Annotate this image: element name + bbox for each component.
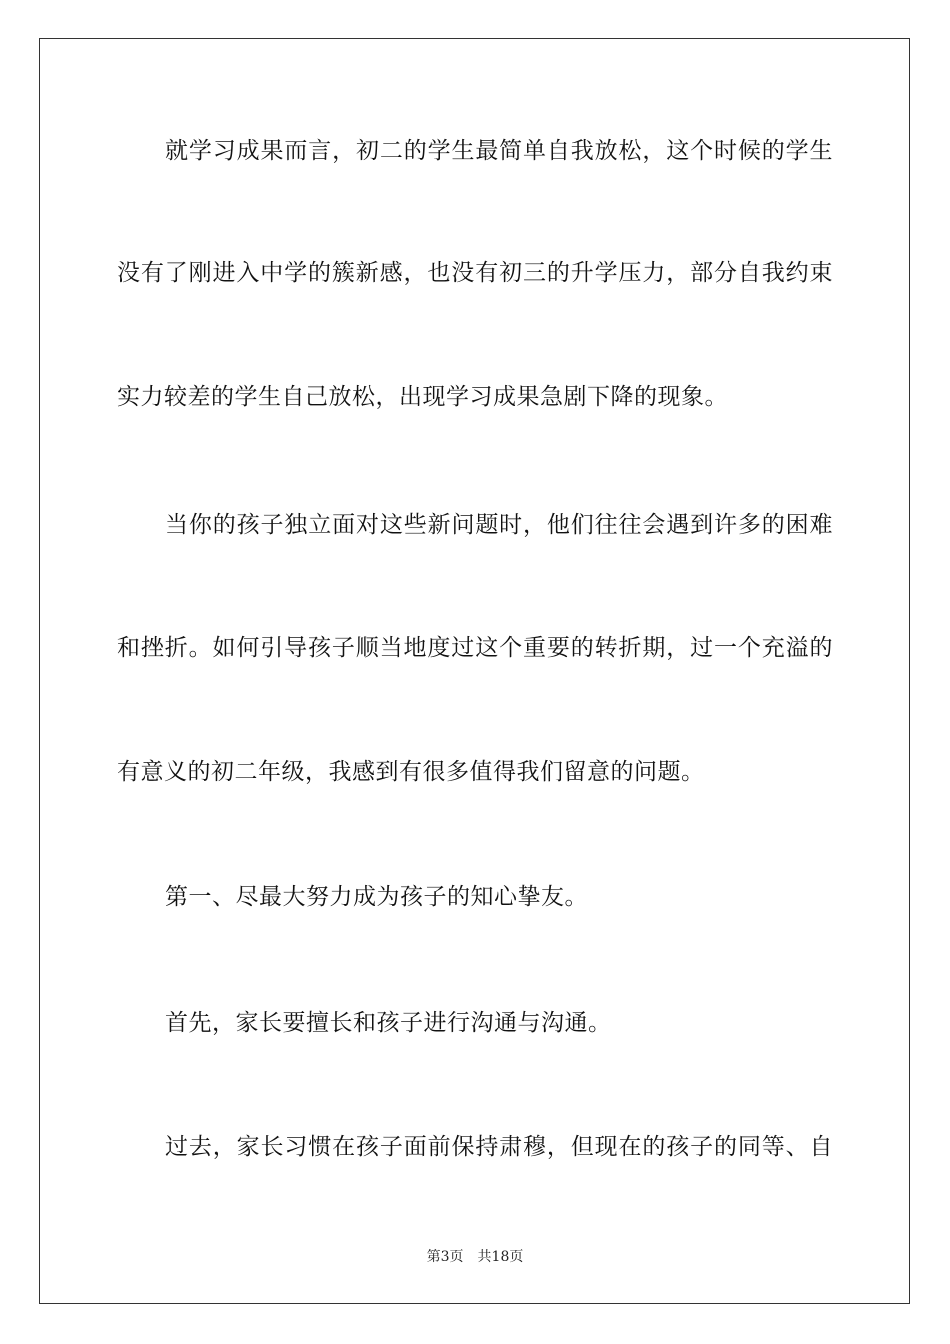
- page-border: [39, 38, 910, 1304]
- paragraph-line-2: 没有了刚进入中学的簇新感，也没有初三的升学压力，部分自我约束: [117, 260, 833, 286]
- page-number: 第3页: [426, 1249, 464, 1265]
- paragraph-line-1: 就学习成果而言，初二的学生最简单自我放松，这个时候的学生: [165, 138, 833, 164]
- paragraph-line-8: 首先，家长要擅长和孩子进行沟通与沟通。: [165, 1010, 612, 1036]
- paragraph-line-3: 实力较差的学生自己放松，出现学习成果急剧下降的现象。: [117, 384, 728, 410]
- paragraph-line-9: 过去，家长习惯在孩子面前保持肃穆，但现在的孩子的同等、自: [165, 1134, 833, 1160]
- paragraph-line-4: 当你的孩子独立面对这些新问题时，他们往往会遇到许多的困难: [165, 512, 833, 538]
- paragraph-line-7: 第一、尽最大努力成为孩子的知心挚友。: [165, 884, 588, 910]
- paragraph-line-6: 有意义的初二年级，我感到有很多值得我们留意的问题。: [117, 759, 705, 785]
- total-pages: 共18页: [477, 1249, 524, 1265]
- page-footer: [0, 1247, 950, 1267]
- paragraph-line-5: 和挫折。如何引导孩子顺当地度过这个重要的转折期，过一个充溢的: [117, 635, 833, 661]
